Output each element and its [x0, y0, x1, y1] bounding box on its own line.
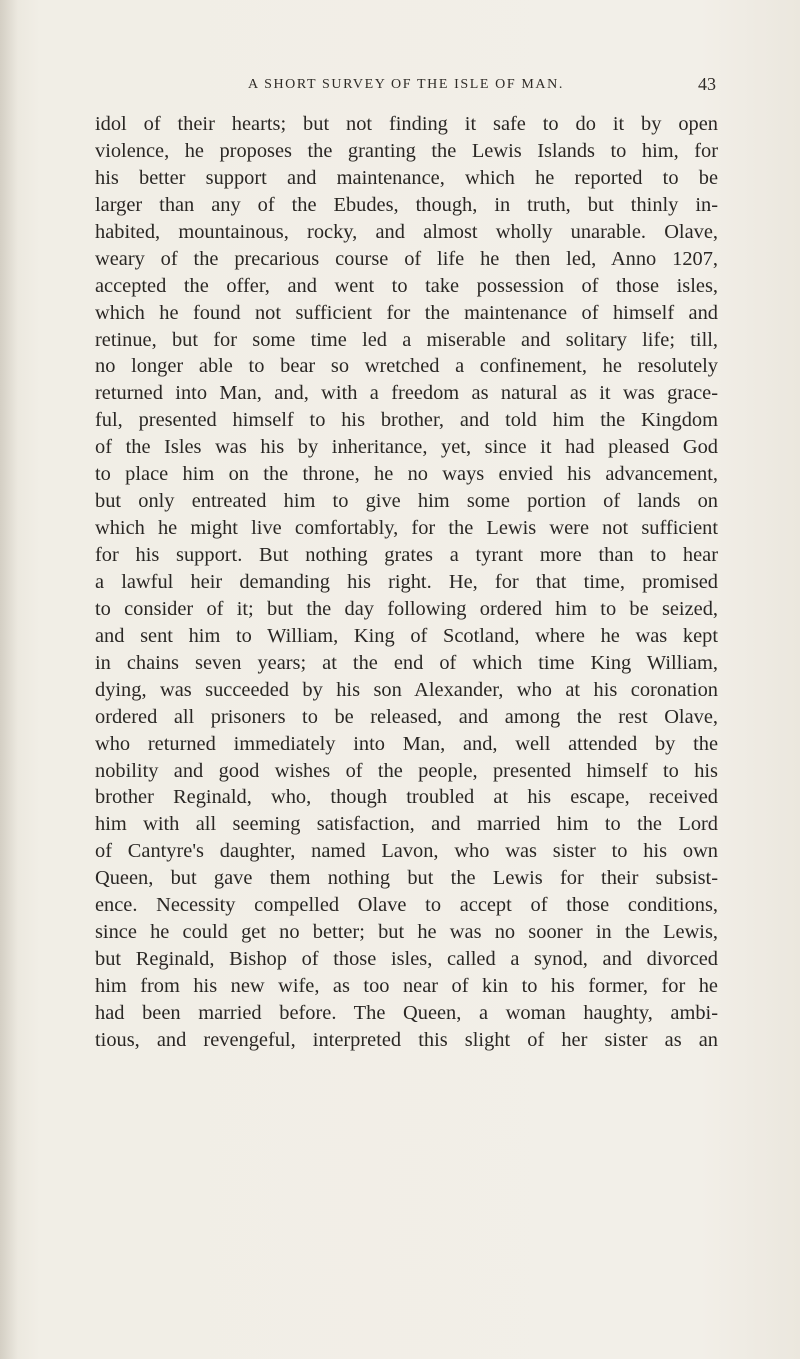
text-line: him from his new wife, as too near of kin to his former, for he: [95, 975, 718, 997]
text-line: for his support. But nothing grates a tyrant more than to hear: [95, 544, 718, 566]
text-line: no longer able to bear so wretched a confinement, he resolutely: [95, 355, 718, 378]
running-head: [0, 74, 800, 99]
text-line: dying, was succeeded by his son Alexander, who at his coronation: [95, 678, 718, 701]
text-line: a lawful heir demanding his right. He, for that time, promised: [95, 570, 718, 593]
text-line: nobility and good wishes of the people, presented himself to his: [95, 759, 718, 782]
text-line: him with all seeming satisfaction, and married him to the Lord: [95, 813, 718, 836]
text-line: returned into Man, and, with a freedom as natural as it was grace-: [95, 382, 718, 405]
text-line: accepted the offer, and went to take possession of those isles,: [95, 274, 718, 297]
text-line: ence. Necessity compelled Olave to accept of those conditions,: [95, 894, 718, 917]
text-line: idol of their hearts; but not finding it safe to do it by open: [95, 113, 718, 135]
text-line: who returned immediately into Man, and, well attended by the: [95, 732, 718, 755]
running-title: A SHORT SURVEY OF THE ISLE OF MAN.: [248, 77, 564, 92]
text-line: weary of the precarious course of life he then led, Anno 1207,: [95, 247, 718, 270]
text-line: which he found not sufficient for the maintenance of himself and: [95, 301, 718, 324]
text-line: and sent him to William, King of Scotland, where he was kept: [95, 624, 718, 647]
text-line: brother Reginald, who, though troubled at his escape, received: [95, 786, 718, 809]
text-line: tious, and revengeful, interpreted this slight of her sister as an: [95, 1028, 718, 1051]
page-number: 43: [698, 74, 716, 94]
text-line: had been married before. The Queen, a woman haughty, ambi-: [95, 1001, 718, 1024]
text-line: violence, he proposes the granting the Lewis Islands to him, for: [95, 139, 718, 162]
text-line: Queen, but gave them nothing but the Lewis for their subsist-: [95, 867, 718, 890]
body-text: [95, 111, 718, 1054]
text-line: but Reginald, Bishop of those isles, called a synod, and divorced: [95, 948, 718, 971]
text-line: to place him on the throne, he no ways envied his advancement,: [95, 463, 718, 486]
text-line: to consider of it; but the day following ordered him to be seized,: [95, 597, 718, 620]
text-line: larger than any of the Ebudes, though, in truth, but thinly in-: [95, 193, 718, 216]
text-line: of Cantyre's daughter, named Lavon, who was sister to his own: [95, 840, 718, 863]
text-line: ful, presented himself to his brother, and told him the Kingdom: [95, 409, 718, 432]
text-line: his better support and maintenance, which he reported to be: [95, 166, 718, 189]
gutter-shadow: [0, 0, 18, 1359]
text-line: retinue, but for some time led a miserable and solitary life; till,: [95, 328, 718, 351]
text-line: which he might live comfortably, for the Lewis were not sufficient: [95, 517, 718, 540]
text-line: since he could get no better; but he was no sooner in the Lewis,: [95, 921, 718, 944]
text-line: in chains seven years; at the end of which time King William,: [95, 651, 718, 674]
text-line: habited, mountainous, rocky, and almost wholly unarable. Olave,: [95, 220, 718, 243]
text-line: but only entreated him to give him some portion of lands on: [95, 490, 718, 513]
text-line: of the Isles was his by inheritance, yet, since it had pleased God: [95, 436, 718, 459]
text-line: ordered all prisoners to be released, and among the rest Olave,: [95, 705, 718, 728]
